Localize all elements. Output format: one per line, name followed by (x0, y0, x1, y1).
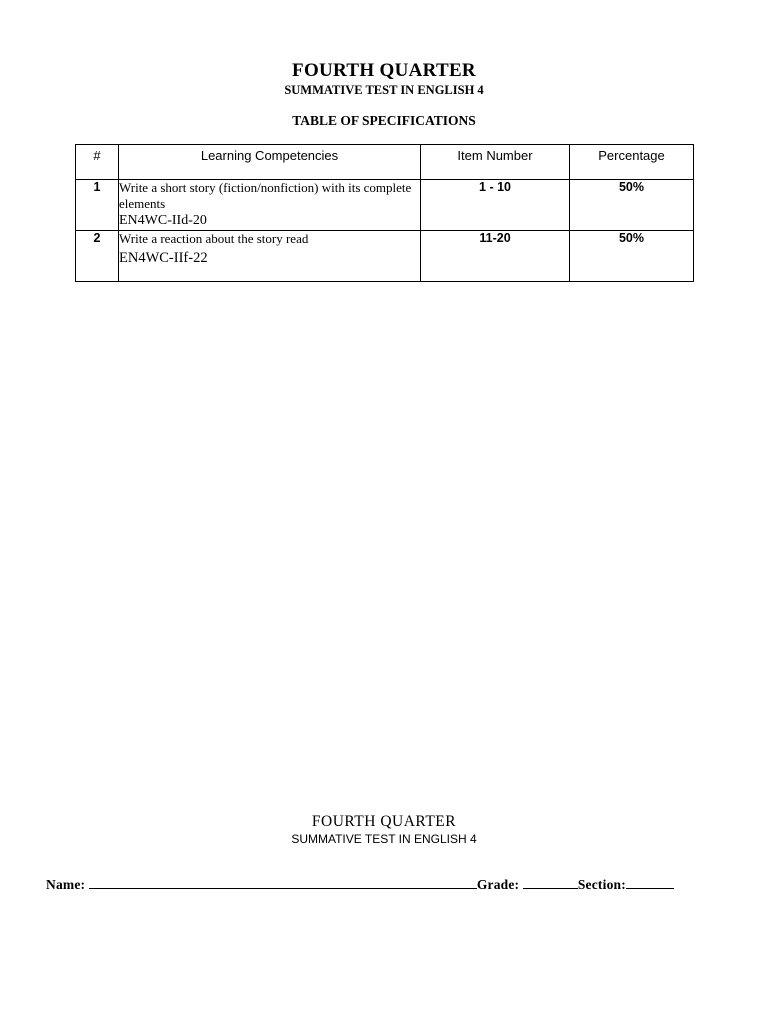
footer-title: FOURTH QUARTER (311, 813, 457, 830)
percentage-cell: 50% (570, 180, 694, 231)
grade-blank[interactable] (523, 875, 578, 889)
name-label: Name: (46, 877, 86, 892)
table-row (76, 231, 694, 282)
competency-cell (119, 231, 421, 282)
competency-code: EN4WC-IId-20 (119, 213, 207, 228)
student-info-line (46, 875, 718, 893)
competency-cell (119, 180, 421, 231)
competency-text: Write a reaction about the story read (119, 231, 309, 246)
competency-text: Write a short story (fiction/nonfiction) with its complete elements (119, 180, 412, 211)
table-row (76, 180, 694, 231)
item-number-cell: 1 - 10 (421, 180, 570, 231)
column-header-item-number: Item Number (421, 145, 570, 180)
column-header-number: # (76, 145, 119, 180)
item-number-cell: 11-20 (421, 231, 570, 282)
row-number: 2 (76, 231, 119, 282)
table-header-row (76, 145, 694, 180)
section-label: Section: (577, 877, 626, 892)
footer-subtitle: SUMMATIVE TEST IN ENGLISH 4 (291, 832, 477, 846)
row-number: 1 (76, 180, 119, 231)
percentage-cell: 50% (570, 231, 694, 282)
page-subtitle: SUMMATIVE TEST IN ENGLISH 4 (284, 83, 484, 97)
section-blank[interactable] (626, 875, 674, 889)
competency-code: EN4WC-IIf-22 (119, 250, 208, 266)
grade-label: Grade: (476, 877, 520, 892)
page-title: FOURTH QUARTER (292, 60, 476, 81)
column-header-percentage: Percentage (570, 145, 694, 180)
specifications-table (75, 144, 694, 282)
table-title: TABLE OF SPECIFICATIONS (292, 113, 476, 128)
column-header-competencies: Learning Competencies (119, 145, 421, 180)
name-blank[interactable] (89, 875, 477, 889)
